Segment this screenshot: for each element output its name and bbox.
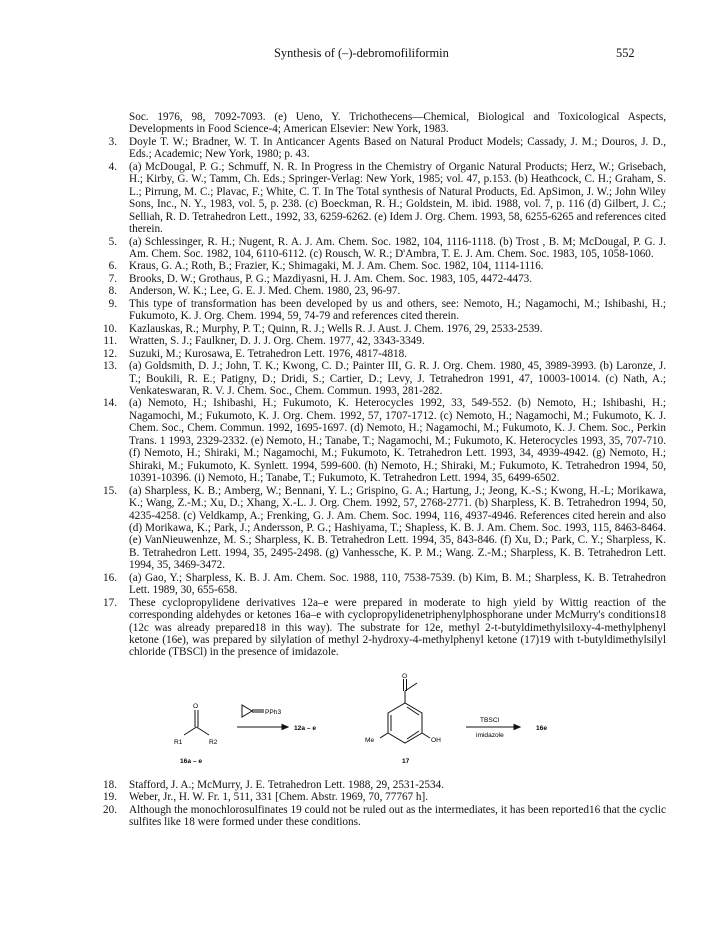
reference-item-9: [62, 298, 666, 323]
compound-17-label: 17: [402, 757, 410, 765]
reference-number: 7.: [108, 272, 117, 285]
hydroxyl-label: OH: [431, 736, 441, 744]
aldehyde-oxygen-label: O: [193, 702, 199, 710]
aryl-ketone-structure: [380, 679, 430, 743]
reference-text: (a) McDougal, P. G.; Schmuff, N. R. In Progress in the Chemistry of Organic Natural Products; Herz, W.; Grisebach, H.; Kirby, G. W.; Tamm, Ch. Eds.; Springer-Verlag: New York, 1985; vol. 47, p.153. (b) Heathcock, C. H.; Graham, S. L.; Pirrung, M. C.; Plavac, F.; White, C. T. In The Total synthesis of Natural Products, Ed. ApSimon, J. W.; John Wiley Sons, Inc., N. Y., 1983, vol. 5, p. 238. (c) Boeckman, R. H.; Goldstein, M. ibid. 1988, vol. 7, p. 116 (d) Gilbert, J. C.; Selliah, R. D. Tetrahedron Lett., 1992, 33, 6259-6262. (e) Idem J. Org. Chem. 1993, 58, 6255-6265 and references cited therein.: [129, 160, 666, 236]
imidazole-label: imidazole: [476, 731, 504, 739]
reference-text: These cyclopropylidene derivatives 12a–e were prepared in moderate to high yield by Wittig reaction of the corresponding aldehydes or ketones 16a–e with cyclopropylidenetriphenylphosphorane under McMurry's conditions18 (12c was already prepared18 in this way). The substrate for 12e, methyl 2-t-butyldimethylsiloxy-4-methylphenyl ketone (16e), was prepared by silylation of methyl 2-hydroxy-4-methylphenyl ketone (17)19 with t-butyldimethylsilyl chloride (TBSCl) in the presence of imidazole.: [129, 596, 666, 659]
reference-text: Anderson, W. K.; Lee, G. E. J. Med. Chem. 1980, 23, 96-97.: [129, 285, 401, 298]
page-number: 552: [616, 46, 635, 60]
methyl-label: Me: [365, 736, 375, 744]
reference-text: This type of transformation has been developed by us and others, see: Nemoto, H.; Nagamochi, M.; Ishibashi, H.; Fukumoto, K. J. Org. Chem. 1994, 59, 74-79 and references cited therein.: [129, 297, 666, 323]
reference-text: (a) Goldsmith, D. J.; John, T. K.; Kwong, C. D.; Painter III, G. R. J. Org. Chem. 1980, 45, 3989-3993. (b) Laronze, J. T.; Boukili, R. E.; Patigny, D.; Dridi, S.; Cartier, D.; Levy, J. Tetrahedron 1991, 47, 10003-10014. (c) Nath, A.; Venkateswaran, R. V. J. Chem. Soc., Chem. Commun. 1993, 281-282.: [129, 360, 666, 397]
reference-number: 6.: [108, 260, 117, 273]
reference-item-6: [62, 260, 666, 272]
reference-item-15: [62, 485, 666, 572]
reference-item-18: [62, 779, 666, 791]
reference-item-4: [62, 161, 666, 236]
reference-item-17: [62, 597, 666, 659]
reference-text: Kraus, G. A.; Roth, B.; Frazier, K.; Shimagaki, M. J. Am. Chem. Soc. 1982, 104, 1114-1116.: [129, 260, 544, 273]
reference-number: 4.: [108, 160, 117, 173]
reference-list: [62, 111, 666, 829]
reference-number: 15.: [103, 484, 117, 497]
reference-text: Stafford, J. A.; McMurry, J. E. Tetrahedron Lett. 1988, 29, 2531-2534.: [129, 778, 445, 791]
reference-number: 17.: [103, 596, 117, 609]
reference-item-14: [62, 397, 666, 484]
carbonyl-structure: [184, 710, 209, 735]
reference-text: Wratten, S. J.; Faulkner, D. J. J. Org. Chem. 1977, 42, 3343-3349.: [129, 335, 425, 348]
wittig-arrow: [237, 724, 288, 729]
r2-label: R2: [209, 738, 218, 746]
reference-text: Suzuki, M.; Kurosawa, E. Tetrahedron Lett. 1976, 4817-4818.: [129, 347, 408, 360]
reference-number: 16.: [103, 571, 117, 584]
reference-item-11: [62, 335, 666, 347]
reference-number: 11.: [103, 335, 117, 348]
ketone-oxygen-label: O: [402, 672, 408, 680]
reference-number: 14.: [103, 397, 117, 410]
reference-item-2-continued: [62, 111, 666, 136]
reference-text: Brooks, D. W.; Grothaus, P. G.; Mazdiyasni, H. J. Am. Chem. Soc. 1983, 105, 4472-4473.: [129, 272, 533, 285]
reference-item-10: [62, 323, 666, 335]
reaction-scheme: [62, 669, 666, 774]
reference-item-16: [62, 572, 666, 597]
running-title: Synthesis of (–)-debromofiliformin: [274, 46, 449, 60]
product-16e-label: 16e: [536, 724, 548, 732]
reference-number: 20.: [103, 803, 117, 816]
reference-item-8: [62, 285, 666, 297]
reference-number: 3.: [108, 135, 117, 148]
reference-number: 13.: [103, 360, 117, 373]
reference-text: Doyle T. W.; Bradner, W. T. In Anticancer Agents Based on Natural Product Models; Cassady, J. M.; Douros, J. D., Eds.; Academic; New York, 1980; p. 43.: [129, 135, 666, 161]
product-12a-e-label: 12a – e: [294, 724, 316, 732]
reference-text: (a) Nemoto, H.; Ishibashi, H.; Fukumoto, K. Heterocycles 1992, 33, 549-552. (b) Nemoto, H.; Ishibashi, H.; Nagamochi, M.; Fukumoto, K. J. Org. Chem. 1992, 57, 1707-1712. (c) Nemoto, H.; Nagamochi, M.; Fukumoto, K. J. Chem. Soc., Chem. Commun. 1992, 1695-1697. (d) Nemoto, H.; Nagamochi, M.; Fukumoto, K. J. Chem. Soc., Perkin Trans. 1 1993, 2329-2332. (e) Nemoto, H.; Tanabe, T.; Nagamochi, M.; Fukumoto, K. Heterocycles 1993, 35, 707-710. (f) Nemoto, H.; Shiraki, M.; Nagamochi, M.; Fukumoto, K. Tetrahedron Lett. 1993, 34, 4939-4942. (g) Nemoto, H.; Shiraki, M.; Fukumoto, K. Synlett. 1994, 599-600. (h) Nemoto, H.; Shiraki, M.; Fukumoto, K. Tetrahedron 1994, 50, 10391-10396. (i) Nemoto, H.; Tanabe, T.; Fukumoto, K. Tetrahedron Lett. 1994, 35, 6499-6502.: [129, 397, 666, 485]
reference-item-12: [62, 348, 666, 360]
reference-text: Kazlauskas, R.; Murphy, P. T.; Quinn, R. J.; Wells R. J. Aust. J. Chem. 1976, 29, 2533-2539.: [129, 322, 543, 335]
reference-text: Although the monochlorosulfinates 19 could not be ruled out as the intermediates, it has been reported16 that the cyclic sulfites like 18 were formed under these conditions.: [129, 803, 666, 829]
reference-item-20: [62, 804, 666, 829]
reference-number: 9.: [108, 297, 117, 310]
r1-label: R1: [174, 738, 183, 746]
reference-text: Soc. 1976, 98, 7092-7093. (e) Ueno, Y. Trichothecens—Chemical, Biological and Toxicological Aspects, Developments in Food Science-4; American Elsevier: New York, 1983.: [129, 111, 666, 136]
reference-item-13: [62, 360, 666, 397]
reference-item-7: [62, 273, 666, 285]
reference-item-3: [62, 136, 666, 161]
ylide-structure: [242, 705, 264, 717]
reference-text: (a) Gao, Y.; Sharpless, K. B. J. Am. Chem. Soc. 1988, 110, 7538-7539. (b) Kim, B. M.; Sharpless, K. B. Tetrahedron Lett. 1989, 30, 655-658.: [129, 571, 666, 597]
reaction-scheme-drawing: [62, 669, 666, 774]
reference-number: 19.: [103, 791, 117, 804]
reference-item-19: [62, 791, 666, 803]
reference-number: 8.: [108, 285, 117, 298]
tbscl-label: TBSCl: [480, 716, 500, 724]
wittig-reagent-label: PPh3: [265, 708, 282, 716]
silylation-arrow: [466, 724, 520, 729]
reference-number: 18.: [103, 778, 117, 791]
reference-text: (a) Sharpless, K. B.; Amberg, W.; Bennani, Y. L.; Grispino, G. A.; Hartung, J.; Jeong, K.-S.; Kwong, H.-L; Morikawa, K.; Wang, Z.-M.; Xu, D.; Xhang, X.-L. J. Org. Chem. 1992, 57, 2768-2771. (b) Sharpless, K. B. Tetrahedron 1994, 50, 4235-4258. (c) Veldkamp, A.; Frenking, G. J. Am. Chem. Soc. 1994, 116, 4937-4946. References cited herein and also (d) Morikawa, K.; Park, J.; Andersson, P. G.; Hashiyama, T.; Shapless, K. B. J. Am. Chem. Soc. 1993, 115, 8463-8464. (e) VanNieuwenhze, M. S.; Sharpless, K. B. Tetrahedron Lett. 1994, 35, 843-846. (f) Xu, D.; Park, C. Y.; Sharpless, K. B. Tetrahedron Lett. 1994, 35, 2495-2498. (g) Vanhessche, K. P. M.; Wang. Z.-M.; Sharpless, K. B. Tetrahedron Lett. 1994, 35, 3469-3472.: [129, 484, 666, 572]
reference-text: (a) Schlessinger, R. H.; Nugent, R. A. J. Am. Chem. Soc. 1982, 104, 1116-1118. (b) Trost , B. M; McDougal, P. G. J. Am. Chem. Soc. 1982, 104, 6110-6112. (c) Rousch, W. R.; D'Ambra, T. E. J. Am. Chem. Soc. 1983, 105, 1058-1060.: [129, 235, 666, 260]
reference-text: Weber, Jr., H. W. Fr. 1, 511, 331 [Chem. Abstr. 1969, 70, 77767 h].: [129, 791, 429, 804]
compound-16a-e-label: 16a – e: [180, 757, 202, 765]
reference-item-5: [62, 236, 666, 261]
reference-number: 12.: [103, 347, 117, 360]
reference-number: 10.: [103, 322, 117, 335]
reference-number: 5.: [108, 235, 117, 248]
